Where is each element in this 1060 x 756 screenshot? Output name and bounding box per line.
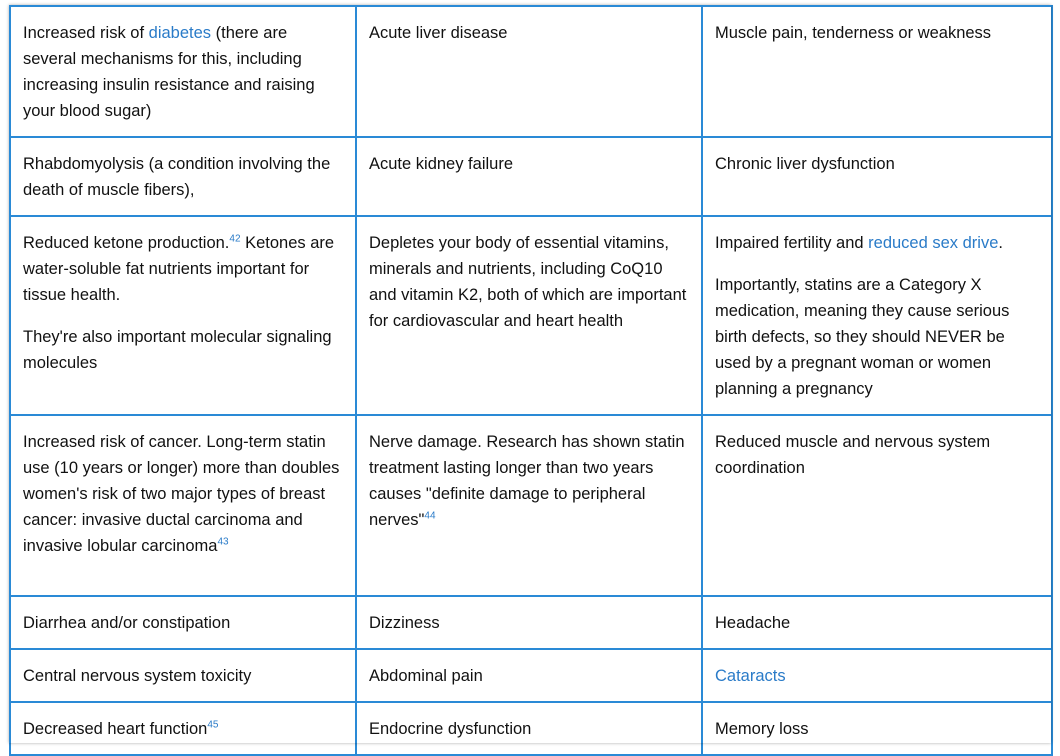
table-cell	[702, 702, 1052, 755]
cell-text: Reduced ketone production.	[23, 234, 230, 252]
cell-text: They're also important molecular signaling molecules	[23, 328, 332, 372]
cell-text: Chronic liver dysfunction	[715, 155, 895, 173]
cell-text: Acute liver disease	[369, 24, 508, 42]
cell-text: Ketones are water-soluble fat nutrients important for tissue health.	[23, 234, 335, 304]
cataracts-link[interactable]: Cataracts	[715, 667, 786, 685]
table-row	[10, 415, 1052, 596]
table-row	[10, 216, 1052, 415]
table-row	[10, 649, 1052, 702]
reduced-sex-drive-link[interactable]: reduced sex drive	[868, 234, 999, 252]
table-cell	[702, 596, 1052, 649]
side-effects-table	[9, 5, 1053, 756]
table-cell	[10, 216, 356, 415]
cell-text: Increased risk of cancer. Long-term statin use (10 years or longer) more than doubles women's risk of two major types of breast cancer: invasive ductal carcinoma and invasive lobular carcinoma	[23, 433, 340, 555]
table-cell	[356, 415, 702, 596]
cell-text: Muscle pain, tenderness or weakness	[715, 24, 992, 42]
cell-text: Impaired fertility and	[715, 234, 869, 252]
footnote-ref[interactable]: 42	[229, 233, 241, 245]
cell-text: (there are several mechanisms for this, including increasing insulin resistance and raising your blood sugar)	[23, 24, 315, 120]
diabetes-link[interactable]: diabetes	[148, 24, 212, 42]
table-cell	[356, 596, 702, 649]
table-cell	[10, 137, 356, 216]
table-cell	[702, 415, 1052, 596]
side-effects-table-container	[9, 5, 1051, 743]
table-cell	[356, 137, 702, 216]
table-cell	[702, 216, 1052, 415]
table-row	[10, 6, 1052, 137]
table-cell	[10, 596, 356, 649]
table-cell	[702, 6, 1052, 137]
cell-text: Increased risk of	[23, 24, 149, 42]
table-cell	[356, 216, 702, 415]
cell-text: Headache	[715, 614, 791, 632]
cell-text: Dizziness	[369, 614, 440, 632]
footnote-ref[interactable]: 44	[424, 510, 436, 522]
table-row	[10, 596, 1052, 649]
cell-text: Depletes your body of essential vitamins, minerals and nutrients, including CoQ10 and vitamin K2, both of which are important for cardiovascular and heart health	[369, 234, 687, 330]
footnote-ref[interactable]: 45	[207, 719, 219, 731]
footnote-ref[interactable]: 43	[217, 536, 229, 548]
cell-text: Reduced muscle and nervous system coordination	[715, 433, 991, 477]
cell-text: Memory loss	[715, 720, 809, 738]
cell-text: Decreased heart function	[23, 720, 208, 738]
table-cell	[702, 137, 1052, 216]
cell-text: Endocrine dysfunction	[369, 720, 532, 738]
cell-text: Acute kidney failure	[369, 155, 513, 173]
cell-text: Abdominal pain	[369, 667, 483, 685]
cell-text: Central nervous system toxicity	[23, 667, 252, 685]
cell-text: Diarrhea and/or constipation	[23, 614, 231, 632]
table-cell	[702, 649, 1052, 702]
table-row	[10, 702, 1052, 755]
table-row	[10, 137, 1052, 216]
table-cell	[356, 649, 702, 702]
cell-text: Rhabdomyolysis (a condition involving the death of muscle fibers),	[23, 155, 331, 199]
table-cell	[10, 415, 356, 596]
table-cell	[10, 649, 356, 702]
table-cell	[10, 6, 356, 137]
table-cell	[10, 702, 356, 755]
cell-text: .	[998, 234, 1003, 252]
table-cell	[356, 702, 702, 755]
cell-text: Importantly, statins are a Category X medication, meaning they cause serious birth defects, so they should NEVER be used by a pregnant woman or women planning a pregnancy	[715, 276, 1010, 398]
table-cell	[356, 6, 702, 137]
cell-text: Nerve damage. Research has shown statin treatment lasting longer than two years causes "definite damage to peripheral nerves"	[369, 433, 685, 529]
